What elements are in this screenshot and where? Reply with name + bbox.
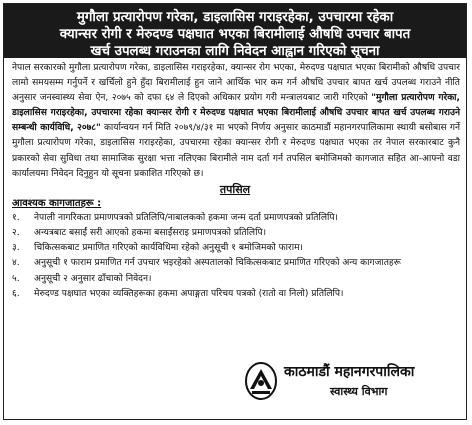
public-notice <box>3 3 467 420</box>
procedure-title: "मुगौला प्रत्यारोपण गरेका, डाइलासिस गराइरहेका, उपचारमा रहेका क्यान्सर रोगी र मेरुदण्ड पक्षघात भएका बिरामीलाई औषधि उपचार बापत खर्च उपलब्ध गराउने सम्बन्धी कार्यविधि, २०७८" <box>12 93 460 134</box>
list-item-text: अनुसूची १ फाराम प्रमाणित गर्न उपचार भइरहेको अस्पतालको चिकित्सकबाट प्रमाणित गरिएको अन्य कागजातहरू <box>34 258 401 269</box>
list-item-text: अन्यत्रबाट बसाईं सरी आएको हकमा बसाईंसराइ प्रमाणपत्रको प्रतिलिपि। <box>34 227 267 238</box>
required-documents-list <box>4 211 466 302</box>
list-item-number: ६. <box>12 288 20 299</box>
list-item-number: २. <box>12 227 20 238</box>
office-name: काठमाडौं महानगरपालिका <box>284 364 415 380</box>
list-item-text: नेपाली नागरिकता प्रमाणपत्रको प्रतिलिपि/नाबालकको हकमा जन्म दर्ता प्रमाणपत्रको प्रतिलिपि। <box>34 212 338 223</box>
list-item <box>12 256 466 271</box>
list-item-number: ४. <box>12 258 20 269</box>
notice-body-part-1: नेपाल सरकारको मुगौला प्रत्यारोपण गरेका, डाइलासिस गराइरहेका, क्यान्सर रोग भएका, मेरुदण्ड पक्षघात भएका बिरामीको औषधि उपचार लामो समयसम्म गर्नुपर्ने र खर्चिलो हुने हुँदा बिरामीलाई हुन जाने आर्थिक भार कम गर्न औषधि उपचार बापत खर्च उपलब्ध गराउने नीति अनुसार जनस्वास्थ्य सेवा ऐन, २०७५ को दफा ६४ ले दिएको अधिकार प्रयोग गरी मन्त्रालयबाट जारी गरिएको <box>12 63 460 104</box>
list-item-number: ५. <box>12 273 20 284</box>
list-item <box>12 226 466 241</box>
list-item-number: १. <box>12 212 20 223</box>
list-item <box>12 287 466 302</box>
list-item <box>12 241 466 256</box>
list-item-text: अनुसूची २ अनुसार ढाँचाको निवेदन। <box>34 273 152 284</box>
notice-title-line-1: मुगौला प्रत्यारोपण गरेका, डाइलासिस गराइरहेका, उपचारमा रहेका <box>76 10 394 25</box>
list-item <box>12 272 466 287</box>
notice-body-part-2: कार्यान्वयन गर्न मिति २०७९/४/३१ मा भएको निर्णय अनुसार काठमाडौं महानगरपालिकामा स्थायी बसोबास गर्ने मुगौला प्रत्यारोपण गरेका, डाइलासिस गराइरहेका, उपचारमा रहेका क्यान्सर रोगी र मेरुदण्ड पक्षघात भएका तर नेपाल सरकारबाट कुनै प्रकारको सेवा सुविधा तथा सामाजिक सुरक्षा भत्ता नलिएका बिरामीले नाम दर्ता गर्न तपसिल बमोजिमको कागजात सहित आ-आफ्नो वडा कार्यालयमा निवेदन दिनुहुन यो सूचना प्रकाशित गरिएको छ। <box>12 123 460 179</box>
schedule-heading: तपसिल <box>219 182 251 196</box>
required-documents-title: आवश्यक कागजातहरू : <box>12 197 102 209</box>
notice-title-line-2: क्यान्सर रोगी र मेरुदण्ड पक्षघात भएका बिरामीलाई औषधि उपचार बापत <box>59 27 411 42</box>
issuer-block <box>244 361 452 409</box>
notice-title-line-3: खर्च उपलब्ध गराउनका लागि निवेदन आह्वान गरिएको सूचना <box>90 44 380 59</box>
list-item-text: मेरुदण्ड पक्षघात भएका व्यक्तिहरूका हकमा अपाङ्गता परिचय पत्रको (रातो वा निलो) प्रतिलिपि। <box>34 288 344 299</box>
department-name: स्वास्थ्य विभाग <box>330 385 388 398</box>
list-item-number: ३. <box>12 243 20 254</box>
list-item <box>12 211 466 226</box>
notice-body <box>4 58 466 182</box>
kathmandu-metropolitan-emblem-icon <box>244 361 278 401</box>
list-item-text: चिकित्सकबाट प्रमाणित गरिएको कार्यविधिमा रहेको अनुसूची १ बमोजिमको फाराम। <box>34 243 303 254</box>
notice-header <box>4 4 466 58</box>
